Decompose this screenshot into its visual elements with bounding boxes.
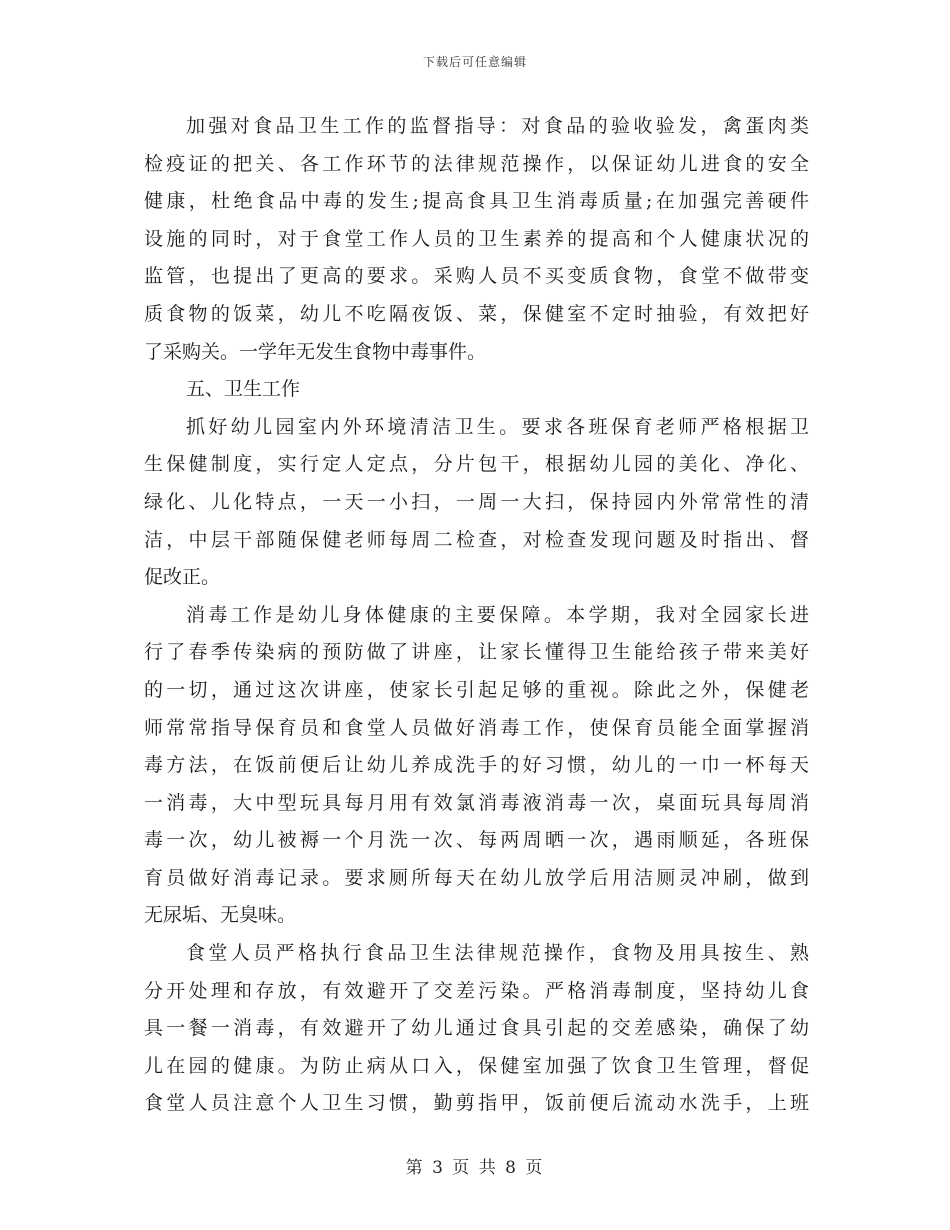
text-line: 监管，也提出了更高的要求。采购人员不买变质食物，食堂不做带变 bbox=[144, 265, 809, 288]
text-line: 质食物的饭菜，幼儿不吃隔夜饭、菜，保健室不定时抽验，有效把好 bbox=[144, 302, 809, 325]
text-line: 的一切，通过这次讲座，使家长引起足够的重视。除此之外，保健老 bbox=[144, 678, 809, 701]
page-header: 下载后可任意编辑 bbox=[422, 55, 527, 69]
text-line: 食堂人员注意个人卫生习惯，勤剪指甲，饭前便后流动水洗手，上班 bbox=[144, 1092, 809, 1115]
text-line: 生保健制度，实行定人定点，分片包干，根据幼儿园的美化、净化、 bbox=[144, 453, 809, 476]
text-line: 食堂人员严格执行食品卫生法律规范操作，食物及用具按生、熟 bbox=[186, 942, 809, 965]
text-line: 设施的同时，对于食堂工作人员的卫生素养的提高和个人健康状况的 bbox=[144, 227, 809, 250]
document-body bbox=[144, 108, 809, 1123]
text-line: 育员做好消毒记录。要求厕所每天在幼儿放学后用洁厕灵冲刷，做到 bbox=[144, 866, 809, 889]
page-footer: 第 3 页 共 8 页 bbox=[405, 1158, 545, 1178]
text-line: 抓好幼儿园室内外环境清洁卫生。要求各班保育老师严格根据卫 bbox=[186, 415, 809, 438]
text-line: 绿化、儿化特点，一天一小扫，一周一大扫，保持园内外常常性的清 bbox=[144, 490, 809, 513]
text-line: 健康，杜绝食品中毒的发生;提高食具卫生消毒质量;在加强完善硬件 bbox=[144, 190, 809, 213]
text-line: 分开处理和存放，有效避开了交差污染。严格消毒制度，坚持幼儿食 bbox=[144, 979, 809, 1002]
text-line: 一消毒，大中型玩具每月用有效氯消毒液消毒一次，桌面玩具每周消 bbox=[144, 791, 809, 814]
text-line: 洁，中层干部随保健老师每周二检查，对检查发现问题及时指出、督 bbox=[144, 528, 809, 551]
text-line: 加强对食品卫生工作的监督指导：对食品的验收验发，禽蛋肉类 bbox=[186, 115, 809, 137]
text-line: 了采购关。一学年无发生食物中毒事件。 bbox=[144, 340, 487, 363]
text-line: 无尿垢、无臭味。 bbox=[144, 904, 297, 927]
text-line: 具一餐一消毒，有效避开了幼儿通过食具引起的交差感染，确保了幼 bbox=[144, 1017, 809, 1040]
text-line: 五、卫生工作 bbox=[186, 378, 301, 401]
text-line: 促改正。 bbox=[144, 566, 221, 589]
text-line: 毒方法，在饭前便后让幼儿养成洗手的好习惯，幼儿的一巾一杯每天 bbox=[144, 754, 809, 777]
text-line: 检疫证的把关、各工作环节的法律规范操作，以保证幼儿进食的安全 bbox=[144, 152, 809, 175]
text-line: 师常常指导保育员和食堂人员做好消毒工作，使保育员能全面掌握消 bbox=[144, 716, 809, 739]
text-line: 儿在园的健康。为防止病从口入，保健室加强了饮食卫生管理，督促 bbox=[144, 1054, 809, 1077]
text-line: 行了春季传染病的预防做了讲座，让家长懂得卫生能给孩子带来美好 bbox=[144, 641, 809, 664]
text-line: 消毒工作是幼儿身体健康的主要保障。本学期，我对全园家长进 bbox=[186, 603, 809, 626]
text-line: 毒一次，幼儿被褥一个月洗一次、每两周晒一次，遇雨顺延，各班保 bbox=[144, 829, 809, 852]
